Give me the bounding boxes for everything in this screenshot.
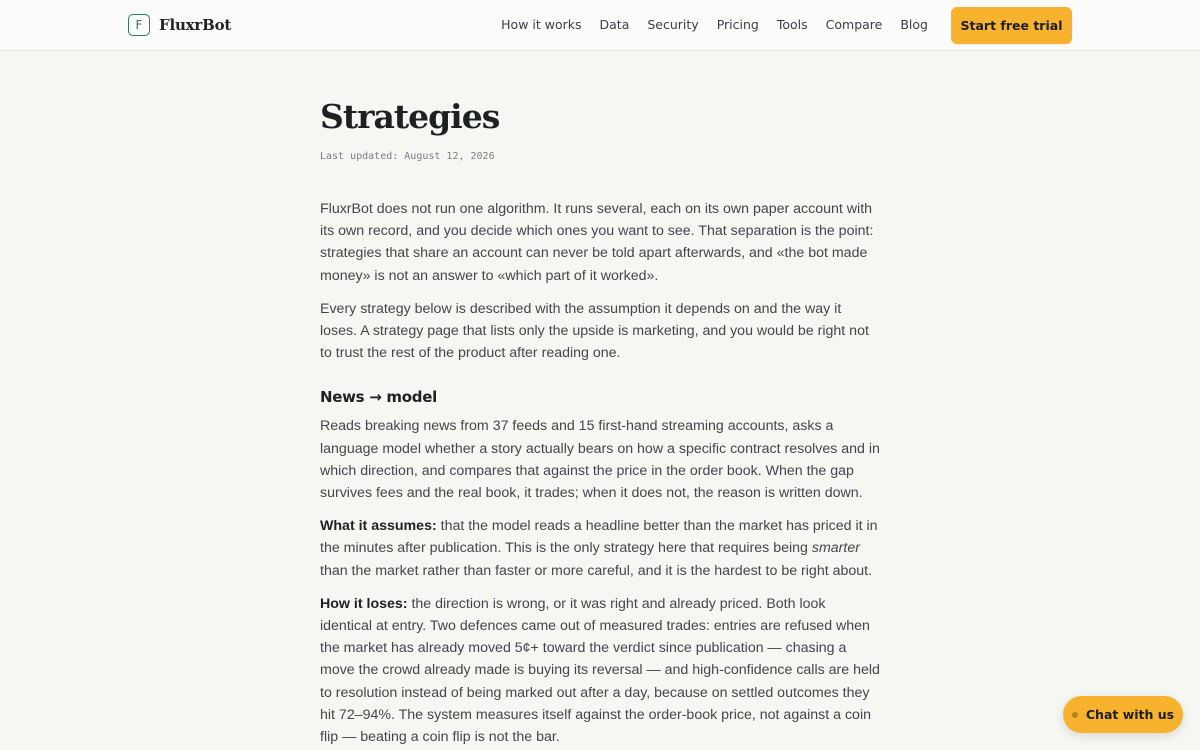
assumptions-text-end: than the market rather than faster or more careful, and it is the hardest to be right about.: [320, 562, 873, 579]
nav-link-how-it-works[interactable]: How it works: [501, 17, 582, 32]
intro-paragraph: Every strategy below is described with the assumption it depends on and the way it loses. A strategy page that lists only the upside is marketing, and you would be right not to trust the rest of the product after reading one.: [320, 300, 869, 362]
last-updated-date: Last updated: August 12, 2026: [320, 151, 495, 162]
nav-link-security[interactable]: Security: [647, 17, 699, 32]
intro-paragraph: FluxrBot does not run one algorithm. It runs several, each on its own paper account with its own record, and you decide which ones you want to see. That separation is the point: strategies that share an account can never be told apart afterwards, and «the bot made money» is not an answer to «which part of it worked».: [320, 201, 874, 284]
main-nav: [501, 17, 928, 32]
assumptions-paragraph: [320, 515, 880, 582]
chat-button-label: Chat with us: [1085, 707, 1175, 722]
logo-mark-icon: F: [128, 14, 150, 36]
online-status-dot-icon: [1072, 712, 1078, 718]
losses-label: How it loses:: [320, 595, 408, 612]
nav-link-pricing[interactable]: Pricing: [716, 17, 759, 32]
nav-link-compare[interactable]: Compare: [825, 17, 883, 32]
nav-link-tools[interactable]: Tools: [776, 17, 808, 32]
losses-paragraph: [320, 593, 880, 748]
article-content: [320, 95, 880, 748]
section-heading-news-model: News → model: [320, 388, 437, 407]
assumptions-text: that the model reads a headline better than the market has priced it in the minutes after publication. This is the only strategy here that requires being: [320, 518, 878, 557]
start-free-trial-button[interactable]: Start free trial: [951, 7, 1072, 44]
section-body-paragraph: Reads breaking news from 37 feeds and 15 first-hand streaming accounts, asks a language model whether a story actually bears on how a specific contract resolves and in which direction, and compares that against the price in the order book. When the gap survives fees and the real book, it trades; when it does not, the reason is written down.: [320, 418, 880, 502]
top-navigation-bar: [0, 0, 1200, 51]
assumptions-emphasis: smarter: [811, 540, 860, 557]
brand-name: FluxrBot: [159, 16, 232, 34]
assumptions-label: What it assumes:: [320, 518, 437, 535]
page-title: Strategies: [320, 97, 500, 136]
nav-link-data[interactable]: Data: [599, 17, 630, 32]
nav-link-blog[interactable]: Blog: [900, 17, 928, 32]
chat-with-us-button[interactable]: [1063, 696, 1183, 733]
losses-text: the direction is wrong, or it was right and already priced. Both look identical at entry. Two defences came out of measured trades: entries are refused when the market has already moved 5¢+ toward the verdict since publication — chasing a move the crowd already made is buying its reversal — and high-confidence calls are held to resolution instead of being marked out after a day, because on settled outcomes they hit 72–94%. The system measures itself against the order-book price, not against a coin flip — beating a coin flip is not the bar.: [320, 595, 880, 746]
brand-logo[interactable]: [128, 14, 231, 36]
